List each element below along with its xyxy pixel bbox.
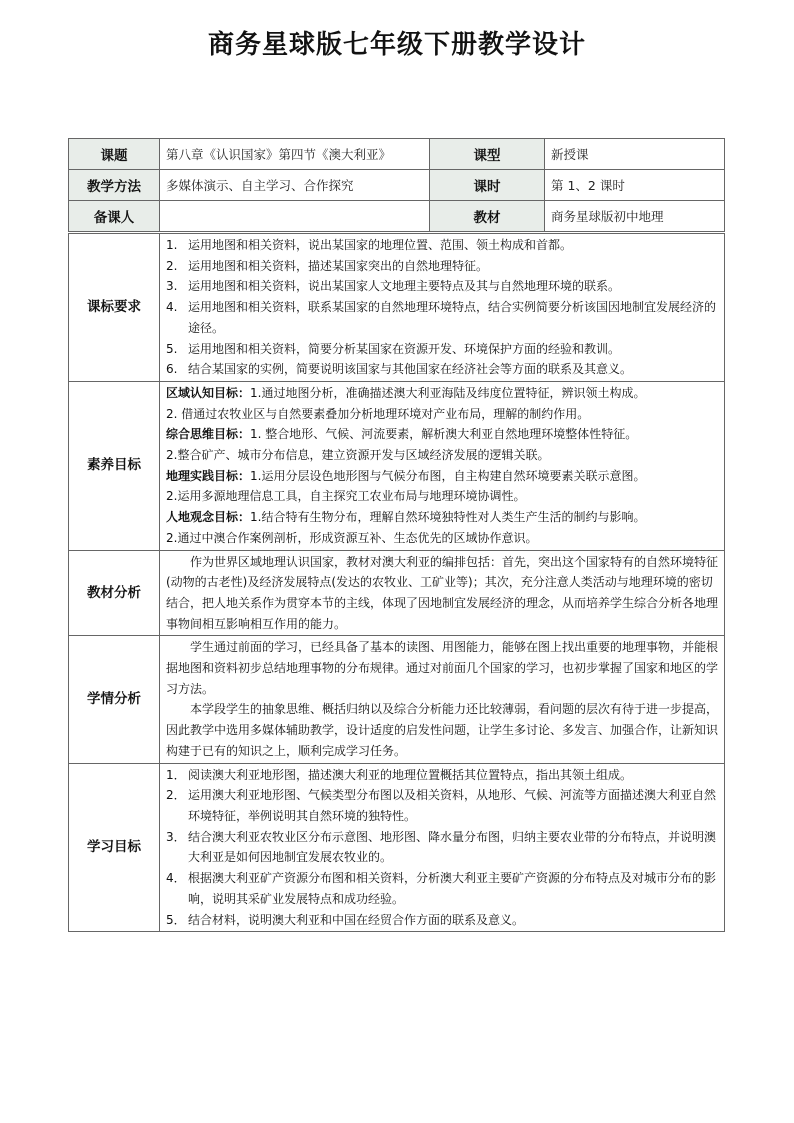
lesson-type-value: 新授课 <box>545 139 725 170</box>
list-item <box>166 297 720 338</box>
list-item <box>166 256 720 277</box>
list-item <box>166 276 720 297</box>
item-number: 1. <box>166 238 178 252</box>
header-table <box>68 138 725 232</box>
goal-text: 1.结合特有生物分布，理解自然环境独特性对人类生产生活的制约与影响。 <box>250 510 646 525</box>
list-item <box>166 765 720 786</box>
list-item <box>166 339 720 360</box>
item-text: 运用地图和相关资料，说出某国家人文地理主要特点及其与自然地理环境的联系。 <box>188 279 621 294</box>
learner-analysis-row <box>69 636 725 763</box>
list-item <box>166 359 720 380</box>
goal-text: 1. 整合地形、气候、河流要素，解析澳大利亚自然地理环境整体性特征。 <box>250 427 638 442</box>
textbook-value: 商务星球版初中地理 <box>545 201 725 232</box>
goal-heading: 人地观念目标： <box>166 510 251 525</box>
list-item <box>166 868 720 909</box>
preparer-value <box>160 201 430 232</box>
item-number: 5. <box>166 341 178 356</box>
goal-line <box>166 466 720 487</box>
method-value: 多媒体演示、自主学习、合作探究 <box>160 170 430 201</box>
goal-line <box>166 424 720 445</box>
learning-goals-row <box>69 763 725 932</box>
list-item <box>166 910 720 931</box>
learning-goals-list <box>166 765 720 931</box>
goal-text: 2.通过中澳合作案例剖析，形成资源互补、生态优先的区域协作意识。 <box>166 530 538 545</box>
topic-label: 课题 <box>69 139 160 170</box>
goal-heading: 综合思维目标： <box>166 427 251 442</box>
header-row-topic <box>69 139 725 170</box>
content-table <box>68 233 725 932</box>
textbook-analysis-label: 教材分析 <box>69 550 160 636</box>
periods-value: 第 1、2 课时 <box>545 170 725 201</box>
list-item <box>166 785 720 826</box>
header-row-preparer <box>69 201 725 232</box>
item-text: 根据澳大利亚矿产资源分布图和相关资料，分析澳大利亚主要矿产资源的分布特点及对城市分布的影响，说明其采矿业发展特点和成功经验。 <box>188 871 717 906</box>
goal-heading: 地理实践目标： <box>166 468 251 483</box>
topic-value: 第八章《认识国家》第四节《澳大利亚》 <box>160 139 430 170</box>
method-label: 教学方法 <box>69 170 160 201</box>
learning-goals-label: 学习目标 <box>69 763 160 932</box>
item-text: 运用澳大利亚地形图、气候类型分布图以及相关资料，从地形、气候、河流等方面描述澳大利亚自然环境特征，举例说明其自然环境的独特性。 <box>188 788 717 823</box>
goal-text: 2. 借通过农牧业区与自然要素叠加分析地理环境对产业布局，理解的制约作用。 <box>166 406 590 421</box>
list-item <box>166 827 720 868</box>
learner-analysis-label: 学情分析 <box>69 636 160 763</box>
goal-text: 2.运用多源地理信息工具，自主探究工农业布局与地理环境协调性。 <box>166 489 526 504</box>
item-text: 运用地图和相关资料，说出某国家的地理位置、范围、领土构成和首都。 <box>188 238 573 252</box>
item-text: 结合某国家的实例，简要说明该国家与其他国家在经济社会等方面的联系及其意义。 <box>188 362 633 377</box>
item-number: 4. <box>166 300 178 315</box>
goal-text: 1.运用分层设色地形图与气候分布图，自主构建自然环境要素关联示意图。 <box>250 468 646 483</box>
item-text: 运用地图和相关资料，简要分析某国家在资源开发、环境保护方面的经验和教训。 <box>188 341 621 356</box>
item-number: 3． <box>166 829 186 844</box>
lesson-type-label: 课型 <box>430 139 545 170</box>
literacy-row <box>69 381 725 550</box>
textbook-analysis-row <box>69 550 725 636</box>
item-text: 运用地图和相关资料，描述某国家突出的自然地理特征。 <box>188 258 489 273</box>
paragraph: 学生通过前面的学习，已经具备了基本的读图、用图能力，能够在图上找出重要的地理事物，并能根据地图和资料初步总结地理事物的分布规律。通过对前面几个国家的学习，也初步掌握了国家和地区的学习方法。 <box>166 640 719 696</box>
header-row-method <box>69 170 725 201</box>
item-number: 2． <box>166 788 186 803</box>
goal-line <box>166 383 720 404</box>
document-title: 商务星球版七年级下册教学设计 <box>207 30 586 60</box>
item-number: 5． <box>166 912 186 927</box>
goal-line <box>166 486 720 507</box>
goal-line <box>166 507 720 528</box>
goal-line <box>166 445 720 466</box>
preparer-label: 备课人 <box>69 201 160 232</box>
paragraph: 作为世界区域地理认识国家，教材对澳大利亚的编排包括：首先，突出这个国家特有的自然环境特征(动物的古老性)及经济发展特点(发达的农牧业、工矿业等)；其次，充分注意人类活动与地理环境的密切结合，把人地关系作为贯穿本节的主线，体现了因地制宜发展经济的理念，从而培养学生综合分析各地理事物间相互影响相互作用的能力。 <box>166 554 719 631</box>
textbook-label: 教材 <box>430 201 545 232</box>
item-number: 6. <box>166 362 178 377</box>
item-number: 1． <box>166 767 186 782</box>
item-number: 4． <box>166 871 186 886</box>
item-text: 结合材料，说明澳大利亚和中国在经贸合作方面的联系及意义。 <box>188 912 525 927</box>
goal-text: 2.整合矿产、城市分布信息，建立资源开发与区域经济发展的逻辑关联。 <box>166 448 550 463</box>
goal-text: 1.通过地图分析，准确描述澳大利亚海陆及纬度位置特征，辨识领土构成。 <box>250 385 646 400</box>
curriculum-list <box>166 235 720 380</box>
goal-heading: 区域认知目标： <box>166 385 251 400</box>
list-item <box>166 235 720 256</box>
curriculum-label: 课标要求 <box>69 234 160 382</box>
item-text: 运用地图和相关资料，联系某国家的自然地理环境特点，结合实例简要分析该国因地制宜发展经济的途径。 <box>188 300 717 335</box>
item-number: 3. <box>166 279 178 294</box>
paragraph: 本学段学生的抽象思维、概括归纳以及综合分析能力还比较薄弱，看问题的层次有待于进一步提高，因此教学中选用多媒体辅助教学，设计适度的启发性问题，让学生多讨论、多发言、加强合作，让新知识构建于已有的知识之上，顺利完成学习任务。 <box>166 702 719 758</box>
goal-line <box>166 404 720 425</box>
periods-label: 课时 <box>430 170 545 201</box>
item-number: 2. <box>166 258 178 273</box>
item-text: 结合澳大利亚农牧业区分布示意图、地形图、降水量分布图，归纳主要农业带的分布特点，并说明澳大利亚是如何因地制宜发展农牧业的。 <box>188 829 717 865</box>
item-text: 阅读澳大利亚地形图，描述澳大利亚的地理位置概括其位置特点，指出其领土组成。 <box>188 767 633 782</box>
goal-line <box>166 528 720 549</box>
literacy-label: 素养目标 <box>69 381 160 550</box>
curriculum-row <box>69 234 725 382</box>
